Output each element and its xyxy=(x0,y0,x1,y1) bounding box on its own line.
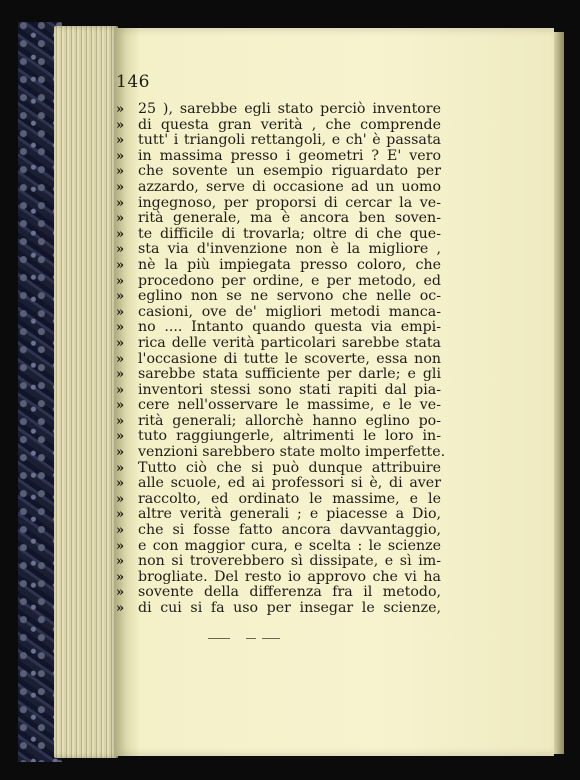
line-text: raccolto, ed ordinato le massime, e le xyxy=(138,490,441,507)
text-line xyxy=(116,601,441,617)
line-text: tuto raggiungerle, altrimenti le loro in- xyxy=(138,428,441,445)
quotation-marker: » xyxy=(116,148,125,164)
line-text: in massima presso i geometri ? E' vero xyxy=(138,147,441,164)
quotation-marker: » xyxy=(116,211,125,227)
quotation-marker: » xyxy=(116,429,125,445)
line-text: e con maggior cura, e scelta : le scienze xyxy=(138,537,441,554)
quotation-marker: » xyxy=(116,117,125,133)
line-text: sovente della differenza fra il metodo, xyxy=(138,584,441,601)
quotation-marker: » xyxy=(116,507,125,523)
quotation-marker: » xyxy=(116,335,125,351)
quotation-marker: » xyxy=(116,242,125,258)
line-text: l'occasione di tutte le scoverte, essa non xyxy=(138,350,441,367)
text-line xyxy=(116,352,441,368)
page-fold-shadow xyxy=(554,32,564,754)
line-text: sta via d'invenzione non è la migliore , xyxy=(138,241,441,258)
quotation-marker: » xyxy=(116,367,125,383)
quotation-marker: » xyxy=(116,413,125,429)
line-text: che si fosse fatto ancora davvantaggio, xyxy=(138,522,441,539)
page-ornament xyxy=(200,636,300,642)
text-line xyxy=(116,383,441,399)
text-line xyxy=(116,305,441,321)
line-text: di questa gran verità , che comprende xyxy=(138,116,441,133)
line-text: sarebbe stata sufficiente per darle; e gli xyxy=(138,366,441,383)
text-line xyxy=(116,570,441,586)
line-text: ingegnoso, per proporsi di cercar la ve- xyxy=(138,194,441,211)
text-block xyxy=(116,72,446,617)
text-line xyxy=(116,585,441,601)
line-text: altre verità generali ; e piacesse a Dio, xyxy=(138,506,441,523)
text-line xyxy=(116,429,441,445)
text-line xyxy=(116,539,441,555)
quotation-marker: » xyxy=(116,382,125,398)
text-line xyxy=(116,367,441,383)
text-line xyxy=(116,398,441,414)
line-text: rità generali; allorchè hanno eglino po- xyxy=(138,412,441,429)
text-line xyxy=(116,164,441,180)
quotation-marker: » xyxy=(116,304,125,320)
line-text: cere nell'osservare le massime, e le ve- xyxy=(138,397,441,414)
line-text: che sovente un esempio riguardato per xyxy=(138,163,441,180)
line-text: brogliate. Del resto io approvo che vi ha xyxy=(138,568,441,585)
text-line xyxy=(116,258,441,274)
line-text: Tutto ciò che si può dunque attribuire xyxy=(138,459,441,476)
line-text: venzioni sarebbero state molto imperfette. xyxy=(138,444,446,461)
line-text: di cui si fa uso per insegar le scienze, xyxy=(138,600,441,616)
line-text: procedono per ordine, e per metodo, ed xyxy=(138,272,441,289)
quotation-marker: » xyxy=(116,257,125,273)
text-line xyxy=(116,336,441,352)
text-line xyxy=(116,118,441,134)
line-text: alle scuole, ed ai professori si è, di aver xyxy=(138,475,441,492)
line-text: te difficile di trovarla; oltre di che que- xyxy=(138,225,441,242)
text-line xyxy=(116,289,441,305)
line-text: casioni, ove de' migliori metodi manca- xyxy=(138,303,441,320)
text-line xyxy=(116,476,441,492)
quotation-marker: » xyxy=(116,351,125,367)
text-line xyxy=(116,102,441,118)
line-text: rità generale, ma è ancora ben soven- xyxy=(138,210,441,227)
text-line xyxy=(116,196,441,212)
quotation-marker: » xyxy=(116,226,125,242)
quotation-marker: » xyxy=(116,398,125,414)
quotation-marker: » xyxy=(116,554,125,570)
quotation-marker: » xyxy=(116,179,125,195)
quotation-marker: » xyxy=(116,102,125,117)
quotation-marker: » xyxy=(116,289,125,305)
quotation-marker: » xyxy=(116,164,125,180)
text-line xyxy=(116,180,441,196)
quotation-marker: » xyxy=(116,523,125,539)
text-line xyxy=(116,414,441,430)
line-text: no .... Intanto quando questa via empi- xyxy=(138,319,441,336)
text-line xyxy=(116,211,441,227)
text-line xyxy=(116,523,441,539)
line-text: azzardo, serve di occasione ad un uomo xyxy=(138,178,441,195)
quotation-marker: » xyxy=(116,601,125,616)
quotation-marker: » xyxy=(116,476,125,492)
quotation-marker: » xyxy=(116,133,125,149)
quotation-marker: » xyxy=(116,491,125,507)
quotation-marker: » xyxy=(116,569,125,585)
quotation-marker: » xyxy=(116,585,125,601)
text-line xyxy=(116,320,441,336)
line-text: non si troverebbero sì dissipate, e sì im- xyxy=(138,553,441,570)
text-line xyxy=(116,274,441,290)
quotation-marker: » xyxy=(116,273,125,289)
text-line xyxy=(116,461,441,477)
quotation-marker: » xyxy=(116,460,125,476)
line-text: eglino non se ne servono che nelle oc- xyxy=(138,288,441,305)
text-line xyxy=(116,133,441,149)
text-line xyxy=(116,242,441,258)
page-edges xyxy=(54,26,118,758)
line-text: inventori stessi sono stati rapiti dal pia- xyxy=(138,381,441,398)
text-line xyxy=(116,507,441,523)
quotation-marker: » xyxy=(116,445,125,461)
text-line xyxy=(116,149,441,165)
page-number: 146 xyxy=(116,72,150,92)
line-text: tutt' i triangoli rettangoli, e ch' è passata xyxy=(138,132,441,149)
quotation-marker: » xyxy=(116,538,125,554)
line-text: 25 ), sarebbe egli stato perciò inventore xyxy=(138,101,441,117)
quotation-marker: » xyxy=(116,195,125,211)
text-lines xyxy=(116,101,446,617)
quotation-marker: » xyxy=(116,320,125,336)
line-text: nè la più impiegata presso coloro, che xyxy=(138,256,441,273)
text-line xyxy=(116,444,446,461)
text-line xyxy=(116,554,441,570)
line-text: rica delle verità particolari sarebbe stata xyxy=(138,334,441,351)
text-line xyxy=(116,227,441,243)
